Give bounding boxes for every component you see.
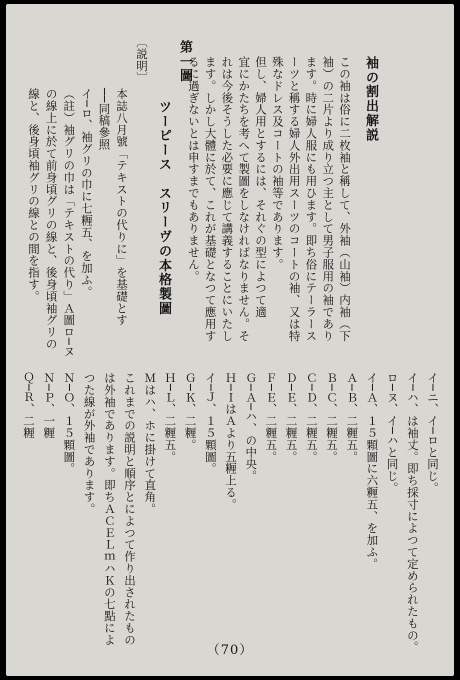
figure-heading: 第一圖 — [177, 40, 192, 84]
paragraph-line: ます。しかし大體に於て、これが基礎となつて應用す — [203, 56, 218, 342]
paragraph-line: 殊なドレス及コートの袖等であります。 — [270, 56, 285, 271]
figure-title: ツーピース スリーヴの本格製圖 — [156, 100, 171, 316]
step-line: これまでの説明と順序とによつて作り出されたもの — [123, 372, 137, 646]
paragraph-line: 但し、婦人用とするには、それぐの型によつて適 — [254, 56, 268, 318]
step-line: ロ─ヌ、イ─ハと同じ。 — [385, 372, 400, 494]
step-line: Ｎ─Ｐ、一糎 — [42, 372, 57, 439]
step-line: Ｂ─Ｃ、二糎五。 — [325, 372, 339, 463]
section-title: 袖の割出解説 — [363, 56, 378, 143]
book-page — [6, 4, 454, 676]
explanation-line: 本誌八月號「テキストの代りに」を基礎とす — [115, 88, 129, 326]
explanation-label: 〔説明〕 — [135, 36, 149, 84]
page-number: （70） — [206, 643, 254, 658]
step-line: イ─ハ、は袖丈。即ち採寸によつて定められたもの。 — [405, 372, 420, 654]
explanation-line: （註）袖グリの巾は「テキストの代り」Ａ圖ロ─ヌ — [62, 88, 77, 358]
paragraph-line: れは今後そうした必要に應じて講義することにいたし — [220, 56, 235, 342]
step-line: Ｑ─Ｒ、二糎 — [22, 372, 36, 439]
paragraph-line: ます。時に婦人服にも用ひます。即ち俗にテーラース — [304, 56, 319, 342]
step-line: イ─Ａ、１５顆圖に六糎五、を加ふ。 — [365, 372, 380, 570]
explanation-line: の線上に於て前身頃グリの線と、後身頃袖グリの — [44, 88, 59, 350]
step-line: Ｃ─Ｄ、二糎五。 — [304, 372, 319, 463]
step-line: イ─ニ、イ─ロと同じ。 — [426, 372, 440, 494]
step-line: つた線が外袖であります。 — [82, 372, 97, 515]
step-line: は外袖であります。即ちＡＣＥＬｍハＫの七點によ — [102, 372, 117, 646]
step-line: Ｇ─Ａ─ハ、の中央。 — [244, 372, 259, 482]
explanation-line: イ─ロ、袖グリの巾に七糎五、を加ふ。 — [79, 88, 94, 298]
paragraph-line: この袖は俗に二枚袖と稱して、外袖（山袖）内袖（下 — [338, 56, 352, 342]
step-line: Ｎ─Ｏ、１５顆圖。 — [62, 372, 77, 475]
step-line: Ｍはハ、ホに掛けて直角。 — [143, 372, 158, 515]
explanation-line: ──同稿參照 — [97, 88, 112, 151]
step-line: Ｆ─Ｅ、二糎五。 — [264, 372, 279, 463]
paragraph-line: 宜にかたちを考へて製圖をしなければなりません。そ — [237, 56, 252, 342]
step-line: Ｄ─Ｅ、二糎五。 — [284, 372, 299, 463]
explanation-line: 線と、後身頃袖グリの線との間を指す。 — [27, 88, 41, 303]
paragraph-line: ーツと稱する婦人外出用スーツのコートの袖、又は特 — [287, 56, 302, 342]
step-line: Ｈ─Ｌ、二糎五。 — [163, 372, 178, 463]
step-line: イ─Ｊ、１５顆圖。 — [203, 372, 218, 475]
step-line: Ｈ─ＩはＡより五糎上る。 — [224, 372, 238, 511]
paragraph-line: 袖）の二片より成り立つ主として男子服用の袖であり — [321, 56, 336, 342]
paragraph-line: るに過ぎないとは申すまでもありません。 — [186, 56, 201, 283]
step-line: Ｇ─Ｋ、二糎。 — [183, 372, 198, 451]
step-line: Ａ─Ｂ、二糎五。 — [345, 372, 360, 463]
